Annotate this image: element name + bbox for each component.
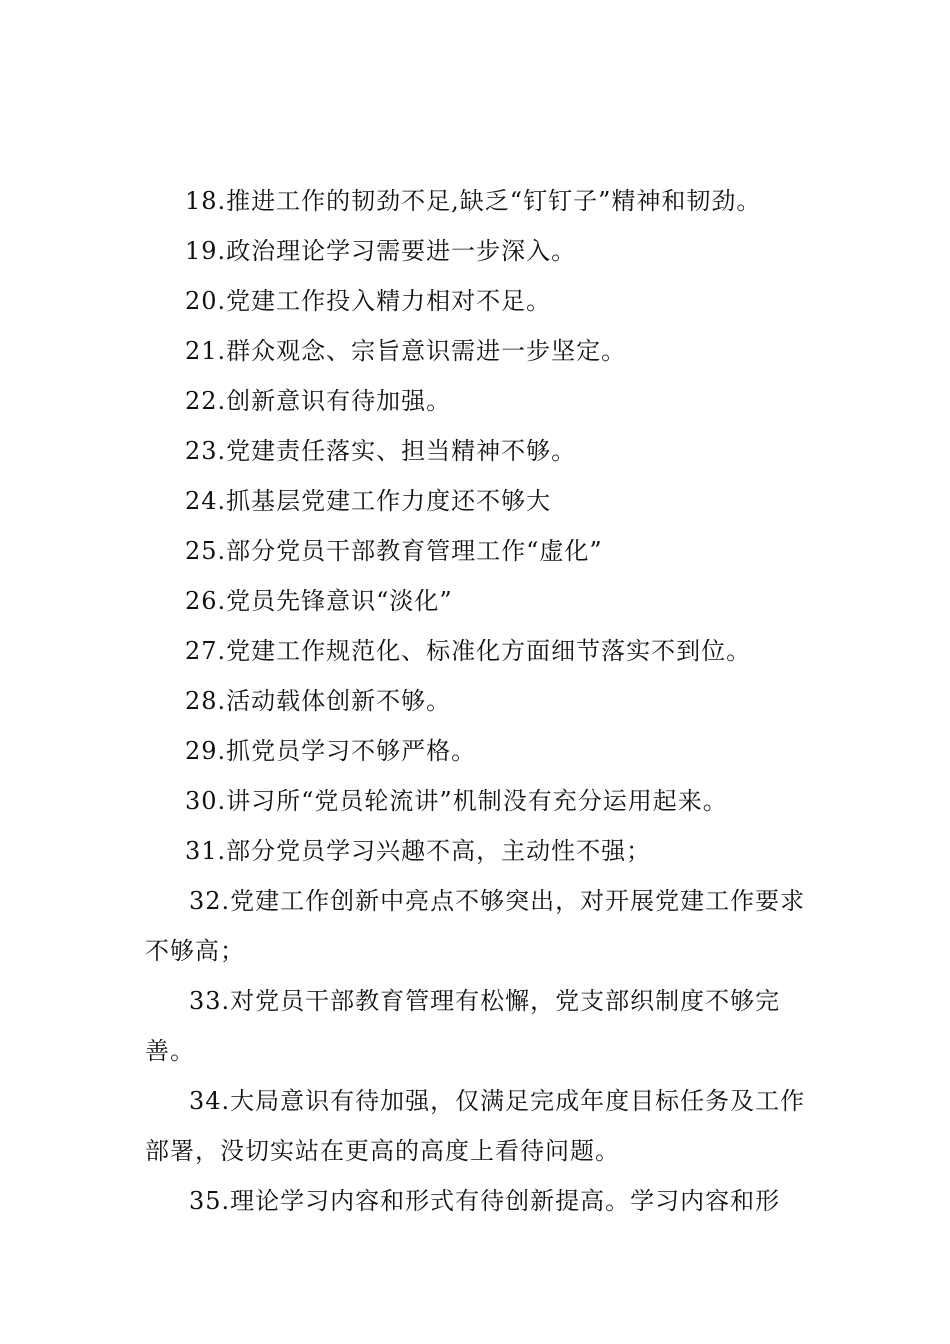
list-item-22: 22.创新意识有待加强。 (185, 387, 452, 415)
list-item-26: 26.党员先锋意识“淡化” (185, 587, 453, 615)
list-item-18: 18.推进工作的韧劲不足,缺乏“钉钉子”精神和韧劲。 (185, 187, 762, 215)
list-item-32: 32.党建工作创新中亮点不够突出，对开展党建工作要求不够高； (145, 887, 806, 965)
list-item-23: 23.党建责任落实、担当精神不够。 (185, 437, 577, 465)
list-item-31: 31.部分党员学习兴趣不高，主动性不强； (185, 837, 652, 865)
list-item-33: 33.对党员干部教育管理有松懈，党支部织制度不够完善。 (145, 987, 781, 1065)
list-item-30: 30.讲习所“党员轮流讲”机制没有充分运用起来。 (185, 787, 728, 815)
list-item-35: 35.理论学习内容和形式有待创新提高。学习内容和形 (189, 1187, 781, 1215)
list-item-21: 21.群众观念、宗旨意识需进一步坚定。 (185, 337, 627, 365)
list-item-34: 34.大局意识有待加强，仅满足完成年度目标任务及工作部署，没切实站在更高的高度上看待问题。 (145, 1087, 806, 1165)
list-item-19: 19.政治理论学习需要进一步深入。 (185, 237, 577, 265)
item-list (145, 176, 810, 1226)
list-item-24: 24.抓基层党建工作力度还不够大 (185, 487, 552, 515)
list-item-28: 28.活动载体创新不够。 (185, 687, 452, 715)
list-item-27: 27.党建工作规范化、标准化方面细节落实不到位。 (185, 637, 752, 665)
list-item-20: 20.党建工作投入精力相对不足。 (185, 287, 552, 315)
list-item-25: 25.部分党员干部教育管理工作“虚化” (185, 537, 603, 565)
list-item-29: 29.抓党员学习不够严格。 (185, 737, 477, 765)
